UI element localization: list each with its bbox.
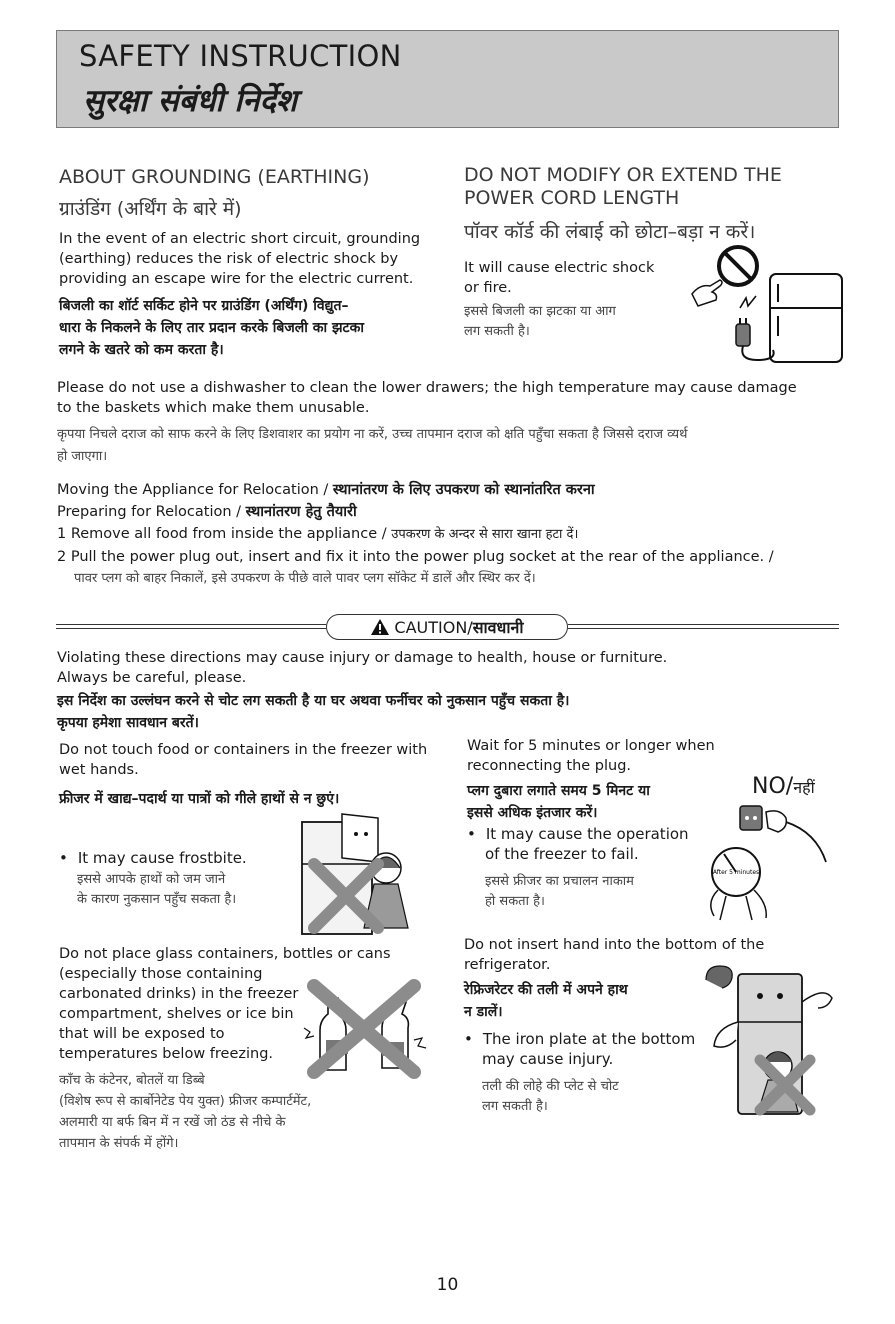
caution-label-hindi: सावधानी [472,618,524,637]
relocation-moving-hindi: स्थानांतरण के लिए उपकरण को स्थानांतरित करना [332,482,595,498]
grounding-body-line: In the event of an electric short circuit, grounding [59,231,421,247]
socket-icon [740,806,762,830]
plug-wait-title-line: Wait for 5 minutes or longer when [467,738,715,754]
caution-badge [326,614,568,640]
glass-title-line: (especially those containing [59,966,263,982]
wet-hands-bullet [59,848,247,910]
page-title-hindi: सुरक्षा संबंधी निर्देश [83,83,298,119]
grounding-hindi-line: धारा के निकलने के लिए तार प्रदान करके बिजली का झटका [59,320,364,336]
plug-wait-hindi-line: इससे अधिक इंतजार करें। [467,805,598,821]
relocation-moving: Moving the Appliance for Relocation / स्थानांतरण के लिए उपकरण को स्थानांतरित करना [57,482,595,498]
prohibition-icon [719,247,757,285]
glass-hindi [59,1070,391,1154]
bottom-hand-hindi-line: रेफ्रिजरेटर की तली में अपने हाथ [464,982,628,998]
warning-icon [370,618,390,636]
wet-hands-section [59,740,449,810]
no-badge-hindi: नहीं [793,778,815,797]
fridge-icon [770,274,842,362]
glass-title-line: that will be exposed to [59,1026,225,1042]
grounding-hindi-line: बिजली का शॉर्ट सर्किट होने पर ग्राउंडिंग (अर्थिंग) विद्युत– [59,298,349,314]
hand-plug-icon [766,811,826,862]
question-mark-icon [706,966,732,988]
caution-intro [57,648,667,734]
freezer-wet-hands-illustration [282,808,442,938]
plug-wait-bullet-line: • It may cause the operation [467,825,689,843]
power-cord-body-line: It will cause electric shock [464,260,655,276]
power-cord-hindi-line: लग सकती है। [464,324,530,339]
relocation-step-1-hindi: उपकरण के अन्दर से सारा खाना हटा दें। [391,527,579,542]
bottom-hand-bullet-line: • The iron plate at the bottom [464,1030,696,1048]
bottom-hand-bullet-hindi-line: लग सकती है। [482,1099,548,1114]
plug-icon [736,318,774,360]
plug-wait-bullet-line: of the freezer to fail. [485,845,639,863]
fridge-plug-illustration [676,244,846,366]
hand-icon [692,280,722,306]
bottom-hand-bullet-line: may cause injury. [482,1050,614,1068]
wet-hands-bullet-hindi-line: इससे आपके हाथों को जम जाने [77,872,226,887]
power-cord-title-hindi: पॉवर कॉर्ड की लंबाई को छोटा–बड़ा न करें। [464,221,756,243]
glass-hindi-line: (विशेष रूप से कार्बोनेटेड पेय युक्त) फ्रीजर कम्पार्टमेंट, [59,1094,312,1109]
page-number: 10 [436,1275,459,1295]
grounding-body-line: providing an escape wire for the electric current. [59,271,414,287]
wet-hands-bullet-text: • It may cause frostbite. [59,849,247,867]
plug-wait-bullet [467,824,689,912]
glass-title-line: compartment, shelves or ice bin [59,1006,294,1022]
glass-title-line: Do not place glass containers, bottles or cans [59,946,391,962]
glass-hindi-line: अलमारी या बर्फ बिन में न रखें जो ठंड से नीचे के [59,1115,286,1130]
bottom-hand-bullet-hindi-line: तली की लोहे की प्लेट से चोट [482,1079,619,1094]
grounding-hindi-line: लगने के खतरे को कम करता है। [59,342,224,358]
glass-hindi-line: काँच के कंटेनर, बोतलें या डिब्बे [59,1073,205,1088]
fridge-bottom-illustration [698,962,843,1122]
plug-wait-hindi-line: प्लग दुबारा लगाते समय 5 मिनट या [467,783,650,799]
grounding-body-hindi [59,295,449,361]
relocation-preparing: Preparing for Relocation / स्थानांतरण हेतु तैयारी [57,504,357,520]
plug-timer-illustration [700,800,840,930]
caution-label: CAUTION/ [394,617,473,637]
power-cord-title-line: POWER CORD LENGTH [464,187,680,209]
wet-hands-title-line: Do not touch food or containers in the freezer with [59,742,428,758]
glass-title-line: carbonated drinks) in the freezer [59,986,299,1002]
wet-hands-title-hindi: फ्रीजर में खाद्य–पदार्थ या पात्रों को गीले हाथों से न छुएं। [59,791,340,807]
timer-text: After 5 minutes [712,869,760,876]
relocation-step-1: 1 Remove all food from inside the appliance / उपकरण के अन्दर से सारा खाना हटा दें। [57,526,579,542]
dishwasher-hi-line: हो जाएगा। [57,449,108,464]
relocation-section [57,479,774,590]
relocation-step-2-hindi: पावर प्लग को बाहर निकालें, इसे उपकरण के पीछे वाले पावर प्लग सॉकेट में डालें और स्थिर कर दें। [74,571,536,586]
caution-intro-hindi-line: कृपया हमेशा सावधान बरतें। [57,715,199,731]
dishwasher-hi-line: कृपया निचले दराज को साफ करने के लिए डिशवाशर का प्रयोग ना करें, उच्च तापमान दराज को क्षति पहुँचा सकता है जिससे दराज व्यर्थ [57,427,688,442]
no-badge [752,774,815,799]
plug-wait-title-line: reconnecting the plug. [467,758,632,774]
wet-hands-bullet-hindi-line: के कारण नुकसान पहुँच सकता है। [77,892,237,907]
dishwasher-en-line: Please do not use a dishwasher to clean the lower drawers; the high temperature may cause damage [57,380,797,396]
caution-divider [56,614,839,640]
bottles-illustration [300,978,430,1078]
wet-hands-title-line: wet hands. [59,762,139,778]
caution-intro-line: Violating these directions may cause injury or damage to health, house or furniture. [57,650,668,666]
power-cord-body-line: or fire. [464,280,512,296]
plug-wait-bullet-hindi-line: हो सकता है। [485,894,545,909]
dishwasher-en-line: to the baskets which make them unusable. [57,400,370,416]
grounding-body [59,229,449,289]
relocation-preparing-hindi: स्थानांतरण हेतु तैयारी [245,504,357,520]
plug-wait-bullet-hindi-line: इससे फ्रीजर का प्रचालन नाकाम [485,874,634,889]
bottom-hand-hindi-line: न डालें। [464,1004,503,1020]
glass-title-line: temperatures below freezing. [59,1046,274,1062]
bottom-hand-title-line: refrigerator. [464,957,551,973]
relocation-step-2: 2 Pull the power plug out, insert and fix it into the power plug socket at the rear of the appliance. / [57,549,774,565]
grounding-title-hindi: ग्राउंडिंग (अर्थिंग के बारे में) [59,198,242,220]
power-cord-title-line: DO NOT MODIFY OR EXTEND THE [464,164,782,186]
timer-icon [711,848,766,920]
bottom-hand-title-line: Do not insert hand into the bottom of the [464,937,765,953]
spark-icon [740,296,756,308]
power-cord-hindi-line: इससे बिजली का झटका या आग [464,304,616,319]
caution-intro-line: Always be careful, please. [57,670,247,686]
grounding-body-line: (earthing) reduces the risk of electric shock by [59,251,399,267]
no-badge-en: NO/ [752,774,794,799]
caution-intro-hindi-line: इस निर्देश का उल्लंघन करने से चोट लग सकती है या घर अथवा फर्नीचर को नुकसान पहुँच सकता है। [57,693,570,709]
page-header [56,30,839,128]
glass-hindi-line: तापमान के संपर्क में होंगे। [59,1136,179,1151]
grounding-title: ABOUT GROUNDING (EARTHING) [59,166,370,188]
page-title: SAFETY INSTRUCTION [79,39,402,73]
grounding-section [59,166,449,361]
dishwasher-note [57,378,797,468]
